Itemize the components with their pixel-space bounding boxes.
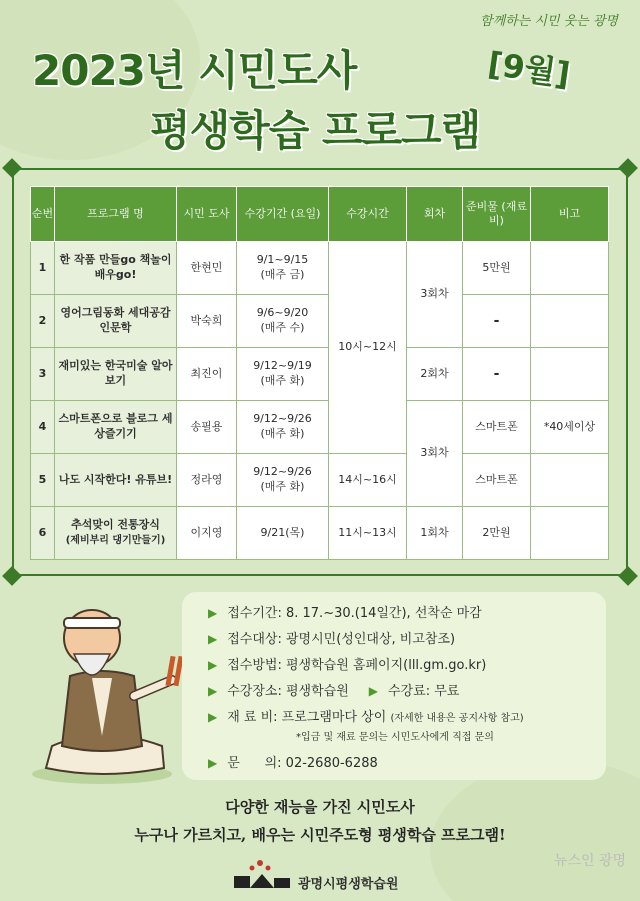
row-teacher: 이지영 <box>177 507 237 560</box>
row-materials: - <box>463 348 531 401</box>
header-teacher: 시민 도사 <box>177 187 237 242</box>
month-badge: [9월] <box>485 44 573 94</box>
row-note <box>531 242 609 295</box>
info-contact: ▶ 문 의: 02-2680-6288 <box>208 756 378 771</box>
row-note <box>531 295 609 348</box>
row-program: 재미있는 한국미술 알아보기 <box>55 348 177 401</box>
play-icon: ▶ <box>208 684 218 698</box>
org-logo-icon <box>230 858 294 894</box>
row-materials: 2만원 <box>463 507 531 560</box>
row-no: 6 <box>31 507 55 560</box>
row-program: 나도 시작한다! 유튜브! <box>55 454 177 507</box>
footer-description: 누구나 가르치고, 배우는 시민주도형 평생학습 프로그램! <box>134 826 506 844</box>
row-period: 9/12~9/19 (매주 화) <box>237 348 329 401</box>
row-teacher: 한현민 <box>177 242 237 295</box>
row-period: 9/12~9/26 (매주 화) <box>237 401 329 454</box>
table-row <box>31 295 609 348</box>
row-no: 2 <box>31 295 55 348</box>
row-materials: 스마트폰 <box>463 454 531 507</box>
header-count: 회차 <box>407 187 463 242</box>
count-cell: 3회차 <box>407 401 463 507</box>
row-program: 영어그림동화 세대공감 인문학 <box>55 295 177 348</box>
count-cell: 3회차 <box>407 242 463 348</box>
row-no: 3 <box>31 348 55 401</box>
page-subtitle: 평생학습 프로그램 <box>150 106 481 155</box>
time-cell: 11시~13시 <box>329 507 407 560</box>
row-note <box>531 454 609 507</box>
header-no: 순번 <box>31 187 55 242</box>
count-cell: 1회차 <box>407 507 463 560</box>
org-name: 광명시평생학습원 <box>298 877 399 892</box>
row-teacher: 송필용 <box>177 401 237 454</box>
info-panel <box>182 592 606 780</box>
footer-tagline: 다양한 재능을 가진 시민도사 <box>225 798 415 816</box>
row-note <box>531 507 609 560</box>
page-title: 2023년 시민도사 <box>32 46 357 95</box>
table-row <box>31 401 609 454</box>
info-material-note: *입금 및 재료 문의는 시민도사에게 직접 문의 <box>296 732 494 743</box>
row-period: 9/21(목) <box>237 507 329 560</box>
row-program: 스마트폰으로 블로그 세상즐기기 <box>55 401 177 454</box>
row-program: 한 작품 만들go 책놀이 배우go! <box>55 242 177 295</box>
row-period: 9/1~9/15 (매주 금) <box>237 242 329 295</box>
row-teacher: 박숙희 <box>177 295 237 348</box>
row-teacher: 최진이 <box>177 348 237 401</box>
play-icon: ▶ <box>208 756 218 770</box>
count-cell: 2회차 <box>407 348 463 401</box>
table-row <box>31 507 609 560</box>
row-no: 4 <box>31 401 55 454</box>
info-apply-period: ▶ 접수기간: 8. 17.~30.(14일간), 선착순 마감 <box>208 606 482 621</box>
header-program: 프로그램 명 <box>55 187 177 242</box>
play-icon: ▶ <box>208 606 218 620</box>
play-icon: ▶ <box>208 658 218 672</box>
row-teacher: 정라영 <box>177 454 237 507</box>
row-no: 1 <box>31 242 55 295</box>
row-period: 9/12~9/26 (매주 화) <box>237 454 329 507</box>
play-icon: ▶ <box>208 710 218 724</box>
header-materials: 준비물 (재료비) <box>463 187 531 242</box>
row-program: 추석맞이 전통장식 (제비부리 댕기만들기) <box>55 507 177 560</box>
slogan: 함께하는 시민 웃는 광명 <box>480 14 618 29</box>
table-header-row <box>31 187 609 242</box>
row-materials: - <box>463 295 531 348</box>
time-cell: 14시~16시 <box>329 454 407 507</box>
info-apply-method: ▶ 접수방법: 평생학습원 홈페이지(lll.gm.go.kr) <box>208 658 487 673</box>
table-row <box>31 348 609 401</box>
info-apply-target: ▶ 접수대상: 광명시민(성인대상, 비고참조) <box>208 632 456 647</box>
time-cell: 10시~12시 <box>329 242 407 454</box>
row-no: 5 <box>31 454 55 507</box>
program-table <box>30 186 609 560</box>
header-note: 비고 <box>531 187 609 242</box>
play-icon: ▶ <box>368 684 379 698</box>
row-note: *40세이상 <box>531 401 609 454</box>
row-note <box>531 348 609 401</box>
play-icon: ▶ <box>208 632 218 646</box>
info-material-fee: ▶ 재 료 비: 프로그램마다 상이 (자세한 내용은 공지사항 참고) <box>208 710 524 725</box>
teacher-character-illustration <box>22 596 182 786</box>
table-row <box>31 454 609 507</box>
watermark: 뉴스인 광명 <box>553 853 626 869</box>
info-venue-fee: ▶ 수강장소: 평생학습원 ▶ 수강료: 무료 <box>208 684 460 699</box>
header-period: 수강기간 (요일) <box>237 187 329 242</box>
row-period: 9/6~9/20 (매주 수) <box>237 295 329 348</box>
header-time: 수강시간 <box>329 187 407 242</box>
row-materials: 스마트폰 <box>463 401 531 454</box>
table-row <box>31 242 609 295</box>
row-materials: 5만원 <box>463 242 531 295</box>
